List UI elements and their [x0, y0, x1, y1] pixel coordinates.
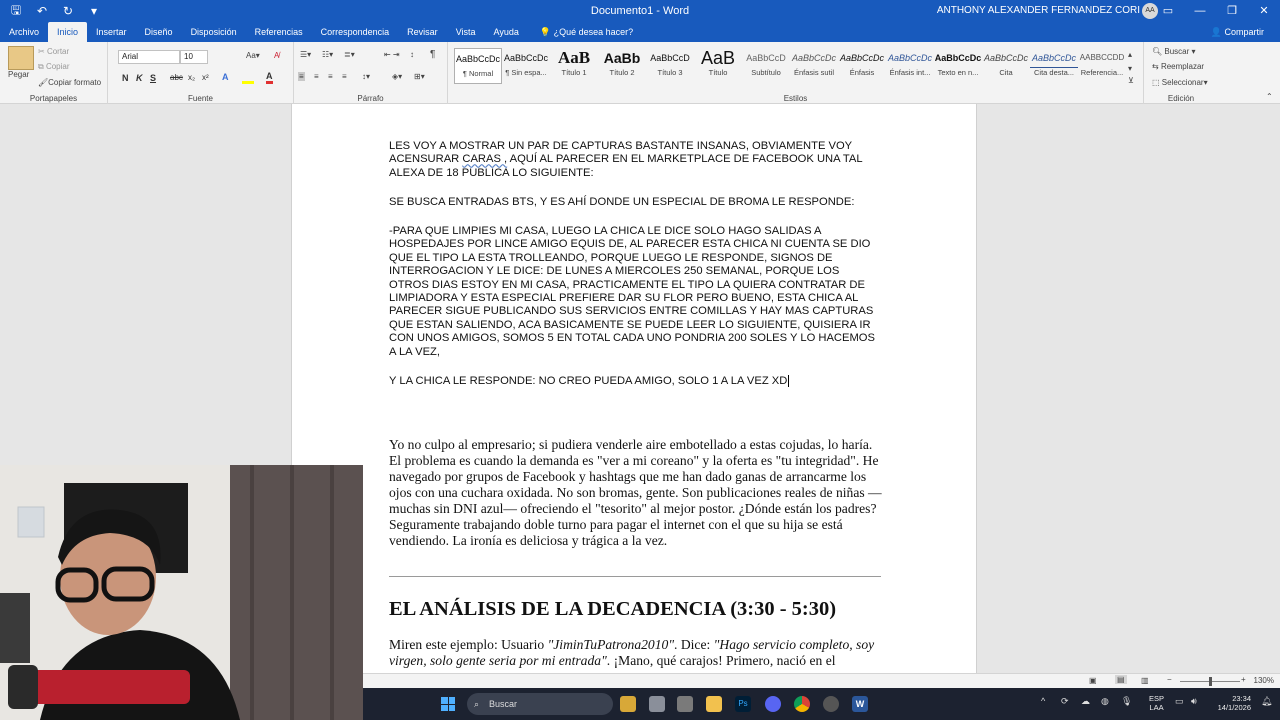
- clock-date: 14/1/2026: [1217, 703, 1251, 712]
- italic-button[interactable]: K: [136, 73, 143, 83]
- text-cursor: [788, 375, 789, 387]
- spelling-flag[interactable]: CARAS ,: [462, 153, 508, 166]
- tab-revisar[interactable]: Revisar: [407, 27, 438, 37]
- taskbar: [363, 688, 1280, 720]
- tab-correspondencia[interactable]: Correspondencia: [320, 27, 390, 37]
- style-name: Énfasis: [849, 68, 875, 77]
- align-left-icon[interactable]: ≡: [299, 72, 304, 81]
- style-name: Cita desta...: [1033, 68, 1075, 77]
- style-name: Título: [708, 68, 728, 77]
- borders-icon[interactable]: ⊞▾: [414, 72, 425, 81]
- find-button[interactable]: 🔍︎ Buscar ▾: [1152, 47, 1196, 56]
- editing-group: [1144, 42, 1218, 104]
- style-name: Énfasis sutil: [793, 68, 835, 77]
- style-name: ¶ Sin espa...: [505, 68, 547, 77]
- title-bar: [0, 0, 1280, 22]
- select-label: Seleccionar: [1161, 78, 1204, 87]
- chrome-icon[interactable]: [794, 696, 810, 712]
- share-button[interactable]: [1211, 22, 1264, 42]
- taskbar-search-label: Buscar: [489, 699, 518, 709]
- replace-label: Reemplazar: [1160, 62, 1205, 71]
- style-name: Subtítulo: [751, 68, 781, 77]
- lightbulb-icon: 💡: [539, 27, 554, 37]
- line-spacing-icon[interactable]: ↕▾: [362, 72, 371, 81]
- style-preview: AaBbCcDc: [791, 53, 836, 63]
- style-preview: AaBbCcDc: [934, 53, 982, 63]
- webcam-feed-image: [0, 465, 363, 720]
- font-color-icon[interactable]: A: [266, 71, 273, 84]
- font-size-select[interactable]: 10: [180, 50, 208, 64]
- document-title: Documento1 - Word: [590, 5, 690, 17]
- style-preview: AaB: [557, 48, 591, 67]
- input-language[interactable]: [1149, 694, 1164, 712]
- cursor-icon: ⬚: [1152, 78, 1162, 87]
- section-heading: EL ANÁLISIS DE LA DECADENCIA (3:30 - 5:30): [389, 598, 837, 620]
- status-bar: [363, 673, 1280, 688]
- paragraph-label: Párrafo: [357, 94, 384, 103]
- paragraph-6: [389, 637, 884, 669]
- style-subtle-emphasis[interactable]: [790, 48, 838, 84]
- style-name: Cita: [999, 68, 1013, 77]
- network-icon[interactable]: ▭: [1175, 696, 1184, 706]
- styles-more-icon[interactable]: ⊻: [1128, 76, 1134, 85]
- tab-referencias[interactable]: Referencias: [254, 27, 303, 37]
- style-name: Título 2: [609, 68, 635, 77]
- obs-icon[interactable]: [823, 696, 839, 712]
- save-icon[interactable]: 🖫: [10, 2, 22, 17]
- file-explorer-icon[interactable]: [706, 696, 722, 712]
- style-normal[interactable]: [454, 48, 502, 84]
- ribbon: [0, 42, 1280, 104]
- style-preview: AaBbCcDc: [887, 53, 932, 63]
- style-name: Énfasis int...: [889, 68, 931, 77]
- justify-icon[interactable]: ≡: [342, 72, 347, 81]
- editing-label: Edición: [1167, 94, 1195, 103]
- tab-disposicion[interactable]: Disposición: [190, 27, 237, 37]
- cut-label: Cortar: [46, 47, 70, 56]
- lang-bottom: LAA: [1149, 703, 1164, 712]
- clipboard-label: Portapapeles: [29, 94, 78, 103]
- share-label: Compartir: [1224, 27, 1264, 37]
- person-icon: 👤: [1210, 27, 1225, 37]
- scissors-icon: ✂: [38, 47, 47, 56]
- font-name-select[interactable]: Arial: [118, 50, 180, 64]
- underline-button[interactable]: S: [150, 73, 157, 83]
- task-view-icon[interactable]: [649, 696, 665, 712]
- format-painter-label: Copiar formato: [48, 78, 102, 87]
- microphone-icon[interactable]: 🎙︎: [1121, 696, 1133, 706]
- lang-top: ESP: [1149, 694, 1165, 703]
- style-subtitle[interactable]: [742, 48, 790, 84]
- window-controls: [1152, 0, 1280, 22]
- tab-archivo[interactable]: Archivo: [9, 27, 40, 37]
- style-preview: AaBbCcD: [650, 53, 690, 63]
- word-icon[interactable]: W: [852, 696, 868, 712]
- paste-button[interactable]: Pegar: [8, 70, 30, 79]
- sort-icon[interactable]: ↕: [410, 50, 414, 59]
- style-name: ¶ Normal: [462, 69, 494, 78]
- style-heading-3[interactable]: [646, 48, 694, 84]
- styles-group: [448, 42, 1144, 104]
- find-label: Buscar: [1164, 47, 1190, 56]
- shading-icon[interactable]: ◈▾: [392, 72, 403, 81]
- font-group: [108, 42, 294, 104]
- paste-icon[interactable]: [8, 46, 34, 70]
- paragraph-5: Yo no culpo al empresario; si pudiera venderle aire embotellado a estas cojudas, lo haría. El problema es cuando la demanda es "ver a mi coreano" y la oferta es "tu integridad". He navegado por grupos de Facebook y hashtags que me han dado ganas de arrancarme los ojos con una cuchara oxidada. No son bromas, gente. Son publicaciones reales de niñas —muchas sin DNI azul— ofreciendo el "tesorito" al mejor postor. ¿Dónde están los padres? Seguramente trabajando doble turno para pagar el internet con el que su hija se está vendiendo. La ironía es deliciosa y trágica a la vez.: [389, 437, 882, 548]
- style-preview: AaBbCcDc: [455, 54, 500, 64]
- numbering-icon[interactable]: ☷▾: [322, 50, 334, 59]
- user-name[interactable]: ANTHONY ALEXANDER FERNANDEZ CORI: [936, 5, 1140, 16]
- clear-format-icon[interactable]: A̸: [274, 51, 280, 60]
- discord-icon[interactable]: [765, 696, 781, 712]
- paragraph-6-b: . Dice:: [674, 637, 714, 652]
- style-name: Título 3: [657, 68, 683, 77]
- paragraph-2: SE BUSCA ENTRADAS BTS, Y ES AHÍ DONDE UN ESPECIAL DE BROMA LE RESPONDE:: [389, 196, 855, 208]
- document-page[interactable]: [291, 104, 977, 673]
- paragraph-1-end: AQUÍ AL PARECER EN EL MARKETPLACE DE FACEBOOK UNA TAL ALEXA DE 18 PUBLICA LO SIGUIENTE:: [389, 153, 863, 179]
- search-icon: 🔍︎: [1152, 47, 1165, 56]
- indent-icon[interactable]: ⇤ ⇥: [384, 50, 400, 59]
- clock-time: 23:34: [1232, 694, 1251, 703]
- brush-icon: 🖌: [38, 78, 49, 87]
- select-button[interactable]: ⬚ Seleccionar▾: [1152, 78, 1208, 87]
- copy-label: Copiar: [45, 62, 70, 71]
- align-center-icon[interactable]: ≡: [314, 72, 319, 81]
- minimize-icon[interactable]: —: [1194, 5, 1206, 17]
- clipboard-group: [0, 42, 108, 104]
- style-emphasis[interactable]: [838, 48, 886, 84]
- style-strong[interactable]: [934, 48, 982, 84]
- style-quote[interactable]: [982, 48, 1030, 84]
- format-painter-button[interactable]: [38, 78, 101, 87]
- replace-icon: ⇆: [1152, 62, 1161, 71]
- webcam-overlay: [0, 465, 363, 720]
- style-name: Referencia...: [1080, 68, 1124, 77]
- multilevel-icon[interactable]: ≣▾: [344, 50, 355, 59]
- style-preview: AaBb: [603, 50, 641, 66]
- paragraph-3: -PARA QUE LIMPIES MI CASA, LUEGO LA CHICA LE DICE SOLO HAGO SALIDAS A HOSPEDAJES POR LINCE AMIGO EQUIS DE, AL PARECER ESTA CHICA NI CUENTA SE DIO QUE EL TIPO LA ESTA TROLLEANDO, PORQUE LUEGO LE RESPONDE, SIGNOS DE INTERROGACION Y LE DICE: DE LUNES A MIERCOLES 250 SEMANAL, PORQUE LOS OTROS DIAS ESTOY EN MI CASA, PRACTICAMENTE EL TIPO LA QUIERA CONTRATAR DE LIMPIADORA Y ESTA ESPECIAL PREFIERE DAR SU FLOR PERO BUENO, ESTA CHICA AL PARECER SIGUE PUBLICANDO SUS SERVICIOS ENTRE COMILLAS Y HAY MAS CAPTURAS QUE ESTAN SALIENDO, ACA BASICAMENTE SE PUEDE LEER LO SIGUIENTE, QUISIERA IR CON UNOS AMIGOS, SOMOS 5 EN TOTAL CADA UNO PONDRIA 200 SOLES Y LO HACEMOS A LA VEZ,: [389, 225, 875, 358]
- zoom-out-icon[interactable]: −: [1167, 675, 1172, 684]
- focus-icon[interactable]: ▣: [1089, 676, 1097, 685]
- paragraph-4: [389, 375, 881, 388]
- style-heading-2[interactable]: [598, 48, 646, 84]
- web-layout-icon[interactable]: ▥: [1141, 676, 1149, 685]
- tab-diseno[interactable]: Diseño: [144, 27, 173, 37]
- style-preview: AaB: [700, 48, 736, 68]
- photoshop-icon[interactable]: Ps: [735, 696, 751, 712]
- horizontal-rule: [389, 576, 881, 577]
- paragraph-group: [294, 42, 448, 104]
- widget-icon[interactable]: [620, 696, 636, 712]
- style-intense-quote[interactable]: [1030, 48, 1078, 84]
- tray-overflow-icon[interactable]: ^: [1041, 696, 1046, 706]
- grow-font-icon[interactable]: Aa▾: [246, 51, 260, 60]
- styles-label: Estilos: [783, 94, 808, 103]
- undo-icon[interactable]: ↶: [36, 4, 48, 18]
- style-name: Texto en n...: [937, 68, 979, 77]
- superscript-button[interactable]: x²: [202, 73, 209, 82]
- collapse-ribbon-icon[interactable]: ⌃: [1266, 92, 1273, 101]
- paragraph-4-text: Y LA CHICA LE RESPONDE: NO CREO PUEDA AMIGO, SOLO 1 A LA VEZ XD: [389, 375, 788, 387]
- style-subtle-reference[interactable]: [1078, 48, 1126, 84]
- paragraph-6-quote: "Hago servicio completo, soy virgen, solo gente seria por mi entrada": [389, 637, 875, 668]
- replace-button[interactable]: [1152, 62, 1204, 71]
- tab-vista[interactable]: Vista: [455, 27, 476, 37]
- restore-icon[interactable]: ❐: [1227, 5, 1237, 17]
- onedrive-icon[interactable]: ☁: [1081, 696, 1090, 706]
- style-heading-1[interactable]: [550, 48, 598, 84]
- paragraph-1: [389, 140, 881, 180]
- style-no-spacing[interactable]: [502, 48, 550, 84]
- zoom-in-icon[interactable]: +: [1241, 675, 1246, 684]
- ribbon-display-icon[interactable]: ▭: [1162, 5, 1174, 17]
- app-icon[interactable]: [677, 696, 693, 712]
- tab-insertar[interactable]: Insertar: [96, 27, 127, 37]
- style-title[interactable]: [694, 48, 742, 84]
- style-preview: AaBbCcDc: [983, 53, 1028, 63]
- tell-me-search[interactable]: [528, 22, 633, 42]
- bold-button[interactable]: N: [122, 73, 129, 83]
- paragraph-6-a: Miren este ejemplo: Usuario: [389, 637, 548, 652]
- quick-access-toolbar: [0, 1, 102, 22]
- cut-button[interactable]: [38, 47, 69, 56]
- bullets-icon[interactable]: ☰▾: [300, 50, 312, 59]
- paragraph-1-start: LES VOY A MOSTRAR UN PAR DE CAPTURAS BASTANTE INSANAS, OBVIAMENTE VOY ACENSURAR: [389, 140, 852, 166]
- tray-app-icon[interactable]: ⟳: [1061, 696, 1069, 706]
- style-preview: AaBbCcDc: [839, 53, 884, 63]
- style-preview: AABBCCDD: [1079, 53, 1125, 62]
- style-preview: AaBbCcDc: [503, 53, 548, 63]
- avatar[interactable]: AA: [1142, 3, 1158, 19]
- copy-icon: ⧉: [38, 62, 46, 71]
- notification-icon[interactable]: 🔔︎: [1261, 696, 1273, 706]
- text-effects-icon[interactable]: A: [222, 72, 229, 82]
- paragraph-6-user: "JiminTuPatrona2010": [547, 637, 675, 652]
- paragraph-6-c: . ¡Mano, qué carajos! Primero, nació en el: [606, 653, 836, 668]
- tab-ayuda[interactable]: Ayuda: [493, 27, 519, 37]
- styles-scroll-down-icon[interactable]: ▾: [1128, 64, 1133, 73]
- tray-status-icon[interactable]: ◍: [1101, 696, 1109, 706]
- clock[interactable]: [1211, 694, 1251, 712]
- search-icon: ⌕: [474, 699, 480, 709]
- strikethrough-button[interactable]: abc: [170, 73, 183, 82]
- redo-icon[interactable]: ↻: [62, 4, 74, 18]
- style-intense-emphasis[interactable]: [886, 48, 934, 84]
- font-label: Fuente: [188, 94, 213, 103]
- print-layout-icon[interactable]: ▤: [1117, 675, 1125, 684]
- customize-qat-icon[interactable]: ▾: [90, 4, 98, 18]
- close-icon[interactable]: ✕: [1259, 5, 1269, 17]
- style-preview: AaBbCcDc: [1030, 48, 1078, 68]
- taskbar-search[interactable]: [467, 693, 613, 715]
- tell-me-label: ¿Qué desea hacer?: [553, 27, 634, 37]
- style-preview: AaBbCcD: [746, 53, 786, 63]
- highlight-icon[interactable]: [242, 73, 254, 84]
- tab-inicio[interactable]: Inicio: [48, 22, 87, 42]
- styles-scroll-up-icon[interactable]: ▴: [1128, 50, 1133, 59]
- ribbon-tabs: [0, 22, 1280, 42]
- volume-icon[interactable]: 🔊︎: [1191, 696, 1197, 706]
- align-right-icon[interactable]: ≡: [328, 72, 333, 81]
- zoom-level[interactable]: 130%: [1253, 676, 1274, 685]
- copy-button[interactable]: [38, 62, 70, 72]
- style-name: Título 1: [561, 68, 587, 77]
- pilcrow-icon[interactable]: ¶: [430, 49, 436, 60]
- windows-start-icon[interactable]: [441, 697, 455, 711]
- zoom-slider-thumb[interactable]: [1209, 677, 1212, 686]
- subscript-button[interactable]: x₂: [188, 73, 196, 82]
